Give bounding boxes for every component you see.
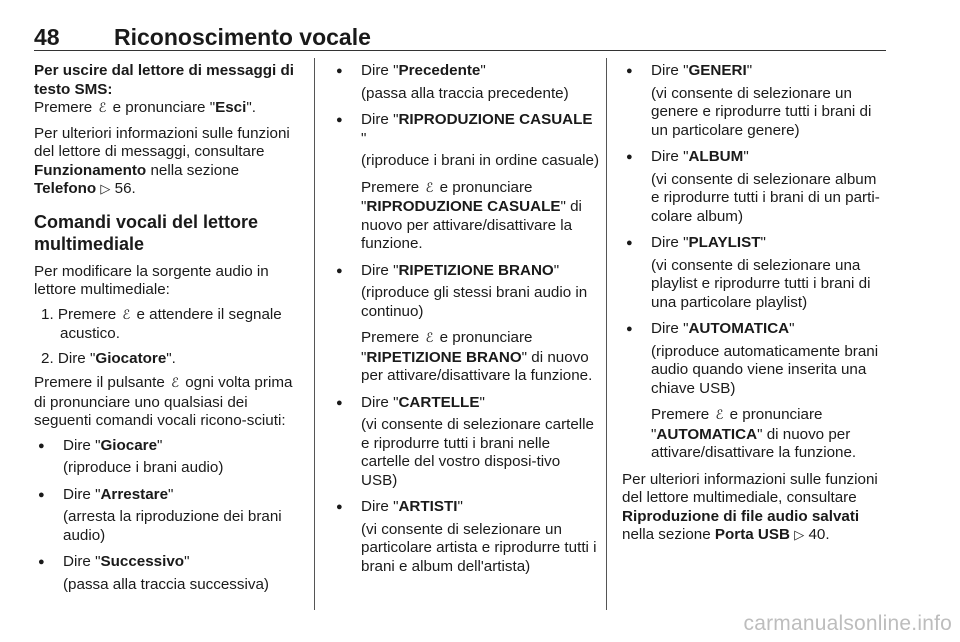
step-2: 2. Dire "Giocatore". <box>41 349 176 367</box>
cmd-giocatore: Giocatore <box>95 349 167 367</box>
exit-heading: Per uscire dal lettore di messaggi di testo SMS: <box>34 62 294 98</box>
repeat-paragraph: Premere il pulsante ℰ ogni volta prima di pronunciare uno qualsiasi dei seguenti comandi vocali ricono-sciuti: <box>34 374 293 429</box>
list-item: ● Dire "PLAYLIST" <box>622 234 888 253</box>
list-item: ● Dire "Precedente" <box>332 62 600 81</box>
voice-command-icon: ℰ <box>171 376 179 391</box>
exit-instruction: Premere ℰ e pronunciare "Esci". <box>34 99 256 116</box>
page-number: 48 <box>34 24 60 50</box>
ref-funzionamento: Funzionamento <box>34 161 147 179</box>
list-item: ● Dire "RIPRODUZIONE CASUALE " <box>332 111 600 148</box>
list-item-desc: (arresta la riproduzione dei brani audio) <box>63 508 282 544</box>
list-item-desc: (passa alla traccia successiva) <box>63 575 269 593</box>
list-item-desc: (vi consente di selezionare una playlist e riprodurre tutti i brani di una particolare playlist) <box>651 256 871 311</box>
voice-command-icon: ℰ <box>715 408 724 423</box>
column-divider <box>314 58 315 610</box>
list-item: ● Dire "Arrestare" <box>34 486 300 505</box>
column-divider <box>606 58 607 610</box>
list-item: ● Dire "AUTOMATICA" <box>622 320 888 339</box>
list-item-desc: (vi consente di selezionare un genere e riprodurre tutti i brani di un particolare genere) <box>651 84 872 139</box>
intro-paragraph: Per modificare la sorgente audio in lettore multimediale: <box>34 262 269 298</box>
section-heading: Comandi vocali del lettore multimediale <box>34 211 259 254</box>
voice-command-icon: ℰ <box>122 307 131 323</box>
ref-telefono: Telefono <box>34 180 97 197</box>
list-item: ● Dire "ARTISTI" <box>332 498 600 517</box>
step-1: 1. Premere ℰ e attendere il segnale acustico. <box>41 305 282 342</box>
header-rule <box>34 50 886 51</box>
list-item-desc: (vi consente di selezionare un particolare artista e riprodurre tutti i brani e album dell'artista) <box>361 520 597 575</box>
column-right <box>622 62 888 551</box>
list-item: ● Dire "RIPETIZIONE BRANO" <box>332 262 600 281</box>
list-item-desc: (riproduce i brani audio) <box>63 459 224 476</box>
list-item: ● Dire "GENERI" <box>622 62 888 81</box>
info-paragraph-sms: Per ulteriori informazioni sulle funzioni del lettore di messaggi, consultare Funzionamento nella sezione Telefono ▷ 56. <box>34 124 290 197</box>
toggle-instruction: Premere ℰ e pronunciare "RIPETIZIONE BRANO" di nuovo per attivare/disattivare la funzione. <box>361 329 593 384</box>
list-item-desc: (riproduce automaticamente brani audio quando viene inserita una chiave USB) <box>651 342 879 397</box>
list-item: ● Dire "ALBUM" <box>622 148 888 167</box>
list-item-desc: (riproduce gli stessi brani audio in continuo) <box>361 284 588 320</box>
toggle-instruction: Premere ℰ e pronunciare "AUTOMATICA" di nuovo per attivare/disattivare la funzione. <box>651 406 857 461</box>
list-item: ● Dire "Giocare" <box>34 437 300 456</box>
info-paragraph-media: Per ulteriori informazioni sulle funzioni del lettore multimediale, consultare Riproduzione di file audio salvati nella sezione Porta USB ▷ 40. <box>622 470 878 543</box>
list-item-desc: (passa alla traccia precedente) <box>361 84 569 102</box>
ref-porta-usb: Porta USB <box>714 526 790 543</box>
page-reference-arrow-icon: ▷ <box>100 181 111 196</box>
list-item: ● Dire "Successivo" <box>34 553 300 572</box>
voice-command-icon: ℰ <box>425 331 434 346</box>
cmd-esci: Esci <box>215 99 247 116</box>
watermark: carmanualsonline.info <box>743 612 952 635</box>
column-left <box>34 62 300 602</box>
list-item-desc: (vi consente di selezionare cartelle e riprodurre tutti i brani nelle cartelle del vostro disposi-tivo USB) <box>361 416 594 489</box>
list-item: ● Dire "CARTELLE" <box>332 394 600 413</box>
page-title: Riconoscimento vocale <box>114 24 371 50</box>
toggle-instruction: Premere ℰ e pronunciare "RIPRODUZIONE CASUALE" di nuovo per attivare/disattivare la funzione. <box>361 178 582 252</box>
page-header <box>34 24 886 50</box>
page-reference-arrow-icon: ▷ <box>794 527 805 542</box>
list-item-desc: (riproduce i brani in ordine casuale) <box>361 152 600 169</box>
list-item-desc: (vi consente di selezionare album e riprodurre tutti i brani di un parti-colare album) <box>651 170 880 225</box>
column-middle <box>332 62 600 584</box>
voice-command-icon: ℰ <box>98 101 107 116</box>
voice-command-icon: ℰ <box>425 180 434 196</box>
ref-riproduzione: Riproduzione di file audio salvati <box>622 507 860 525</box>
